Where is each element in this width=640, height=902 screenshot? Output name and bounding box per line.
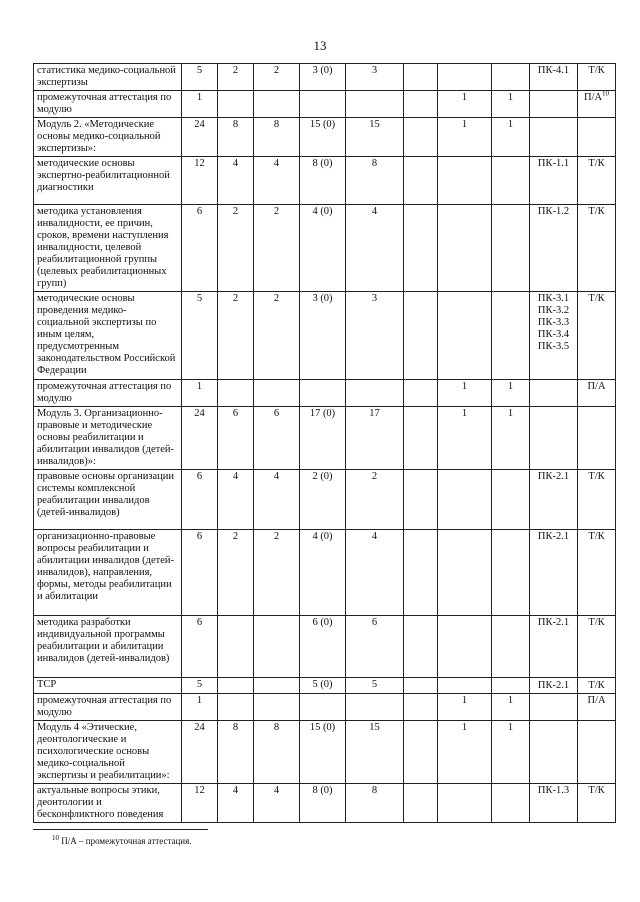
- hours-cell-1: 1: [182, 91, 218, 118]
- hours-cell-1: 6: [182, 205, 218, 292]
- control-form-label: Т/К: [588, 65, 605, 76]
- hours-cell-4: 5 (0): [300, 678, 346, 694]
- hours-cell-6: [404, 694, 438, 721]
- hours-cell-8: [492, 205, 530, 292]
- hours-cell-7: [438, 784, 492, 823]
- hours-cell-8: [492, 64, 530, 91]
- hours-cell-5: [346, 91, 404, 118]
- control-form-cell: [578, 292, 616, 380]
- hours-cell-5: 3: [346, 292, 404, 380]
- control-form-cell: [578, 784, 616, 823]
- hours-cell-8: 1: [492, 407, 530, 470]
- control-form-label: П/А: [587, 381, 606, 392]
- hours-cell-7: [438, 470, 492, 530]
- hours-cell-8: [492, 292, 530, 380]
- control-form-label: Т/К: [588, 785, 605, 796]
- footnote-ref: 10: [602, 90, 610, 98]
- hours-cell-8: [492, 470, 530, 530]
- table-row: [34, 678, 616, 694]
- hours-cell-4: 6 (0): [300, 616, 346, 678]
- control-form-cell: [578, 64, 616, 91]
- hours-cell-7: [438, 616, 492, 678]
- hours-cell-2: [218, 91, 254, 118]
- footnote-divider: [33, 829, 208, 830]
- hours-cell-1: 24: [182, 118, 218, 157]
- hours-cell-3: [254, 91, 300, 118]
- control-form-cell: [578, 616, 616, 678]
- competence-cell: [530, 118, 578, 157]
- hours-cell-1: 5: [182, 64, 218, 91]
- hours-cell-1: 24: [182, 407, 218, 470]
- hours-cell-3: 4: [254, 157, 300, 205]
- control-form-label: Т/К: [588, 531, 605, 542]
- competence-cell: [530, 380, 578, 407]
- control-form-cell: [578, 530, 616, 616]
- hours-cell-8: 1: [492, 91, 530, 118]
- hours-cell-4: 4 (0): [300, 530, 346, 616]
- hours-cell-1: 24: [182, 721, 218, 784]
- hours-cell-6: [404, 470, 438, 530]
- hours-cell-2: [218, 616, 254, 678]
- hours-cell-6: [404, 380, 438, 407]
- hours-cell-2: 8: [218, 721, 254, 784]
- hours-cell-5: 2: [346, 470, 404, 530]
- control-form-label: Т/К: [588, 206, 605, 217]
- module-row: [34, 118, 616, 157]
- table-row: [34, 292, 616, 380]
- hours-cell-4: 17 (0): [300, 407, 346, 470]
- competence-cell: ПК-3.1 ПК-3.2 ПК-3.3 ПК-3.4 ПК-3.5: [530, 292, 578, 380]
- hours-cell-6: [404, 784, 438, 823]
- row-name: Модуль 4 «Этические, деонтологические и психологические основы медико-социальной экспертизы и реабилитации»:: [34, 721, 182, 784]
- control-form-cell: [578, 694, 616, 721]
- hours-cell-8: [492, 784, 530, 823]
- hours-cell-2: 4: [218, 470, 254, 530]
- hours-cell-5: 5: [346, 678, 404, 694]
- hours-cell-8: 1: [492, 380, 530, 407]
- hours-cell-5: [346, 694, 404, 721]
- control-form-label: Т/К: [588, 680, 605, 691]
- hours-cell-6: [404, 616, 438, 678]
- hours-cell-1: 1: [182, 694, 218, 721]
- row-name: правовые основы организации системы комплексной реабилитации инвалидов (детей-инвалидов): [34, 470, 182, 530]
- hours-cell-1: 5: [182, 678, 218, 694]
- hours-cell-5: 3: [346, 64, 404, 91]
- hours-cell-8: [492, 530, 530, 616]
- competence-cell: [530, 91, 578, 118]
- hours-cell-1: 6: [182, 616, 218, 678]
- competence-cell: [530, 694, 578, 721]
- row-name: ТСР: [34, 678, 182, 694]
- hours-cell-7: [438, 678, 492, 694]
- row-name: промежуточная аттестация по модулю: [34, 91, 182, 118]
- hours-cell-6: [404, 407, 438, 470]
- hours-cell-2: [218, 678, 254, 694]
- hours-cell-7: [438, 292, 492, 380]
- hours-cell-4: 15 (0): [300, 721, 346, 784]
- hours-cell-7: 1: [438, 380, 492, 407]
- hours-cell-4: 8 (0): [300, 157, 346, 205]
- hours-cell-3: 4: [254, 784, 300, 823]
- competence-cell: [530, 407, 578, 470]
- hours-cell-4: 2 (0): [300, 470, 346, 530]
- control-form-cell: [578, 721, 616, 784]
- control-form-cell: [578, 407, 616, 470]
- control-form-cell: [578, 470, 616, 530]
- hours-cell-1: 1: [182, 380, 218, 407]
- hours-cell-7: 1: [438, 694, 492, 721]
- hours-cell-1: 6: [182, 530, 218, 616]
- hours-cell-1: 12: [182, 784, 218, 823]
- hours-cell-7: [438, 205, 492, 292]
- hours-cell-5: 4: [346, 530, 404, 616]
- control-form-label: Т/К: [588, 617, 605, 628]
- control-form-cell: [578, 91, 616, 118]
- competence-cell: ПК-1.3: [530, 784, 578, 823]
- hours-cell-1: 5: [182, 292, 218, 380]
- competence-cell: ПК-2.1: [530, 678, 578, 694]
- competence-cell: ПК-2.1: [530, 530, 578, 616]
- module-row: [34, 407, 616, 470]
- hours-cell-5: 15: [346, 721, 404, 784]
- hours-cell-6: [404, 64, 438, 91]
- hours-cell-8: [492, 616, 530, 678]
- row-name: промежуточная аттестация по модулю: [34, 380, 182, 407]
- attestation-row: [34, 694, 616, 721]
- hours-cell-3: 2: [254, 530, 300, 616]
- hours-cell-7: [438, 157, 492, 205]
- hours-cell-1: 6: [182, 470, 218, 530]
- table-row: [34, 64, 616, 91]
- table-body: [34, 64, 616, 823]
- table-row: [34, 470, 616, 530]
- control-form-label: Т/К: [588, 471, 605, 482]
- hours-cell-4: [300, 694, 346, 721]
- hours-cell-6: [404, 118, 438, 157]
- table-row: [34, 784, 616, 823]
- row-name: актуальные вопросы этики, деонтологии и бесконфликтного поведения: [34, 784, 182, 823]
- hours-cell-3: [254, 616, 300, 678]
- hours-cell-5: 17: [346, 407, 404, 470]
- hours-cell-7: 1: [438, 91, 492, 118]
- hours-cell-3: 8: [254, 118, 300, 157]
- control-form-cell: [578, 205, 616, 292]
- hours-cell-6: [404, 157, 438, 205]
- hours-cell-7: 1: [438, 118, 492, 157]
- hours-cell-2: 2: [218, 292, 254, 380]
- competence-cell: ПК-2.1: [530, 470, 578, 530]
- hours-cell-2: 4: [218, 157, 254, 205]
- hours-cell-7: [438, 530, 492, 616]
- row-name: организационно-правовые вопросы реабилитации и абилитации инвалидов (детей-инвалидов), направления, формы, методы реабилитации и абилитации: [34, 530, 182, 616]
- hours-cell-8: 1: [492, 118, 530, 157]
- hours-cell-7: [438, 64, 492, 91]
- hours-cell-8: [492, 157, 530, 205]
- row-name: Модуль 2. «Методические основы медико-социальной экспертизы»:: [34, 118, 182, 157]
- hours-cell-5: 8: [346, 784, 404, 823]
- hours-cell-2: 4: [218, 784, 254, 823]
- competence-cell: [530, 721, 578, 784]
- page-number: 13: [313, 38, 327, 53]
- competence-cell: ПК-1.2: [530, 205, 578, 292]
- hours-cell-3: 8: [254, 721, 300, 784]
- hours-cell-5: 8: [346, 157, 404, 205]
- hours-cell-8: [492, 678, 530, 694]
- hours-cell-5: 4: [346, 205, 404, 292]
- row-name: методические основы проведения медико-социальной экспертизы по иным целям, предусмотренным законодательством Российской Федерации: [34, 292, 182, 380]
- hours-cell-4: 3 (0): [300, 64, 346, 91]
- control-form-cell: [578, 380, 616, 407]
- hours-cell-4: 3 (0): [300, 292, 346, 380]
- hours-cell-2: 6: [218, 407, 254, 470]
- hours-cell-2: 2: [218, 530, 254, 616]
- hours-cell-6: [404, 205, 438, 292]
- hours-cell-7: 1: [438, 407, 492, 470]
- attestation-row: [34, 380, 616, 407]
- row-name: методика установления инвалидности, ее причин, сроков, времени наступления инвалидности, целевой реабилитационной группы (целевых реабилитационных групп): [34, 205, 182, 292]
- control-form-label: Т/К: [588, 158, 605, 169]
- table-row: [34, 157, 616, 205]
- competence-cell: ПК-4.1: [530, 64, 578, 91]
- hours-cell-5: 15: [346, 118, 404, 157]
- row-name: Модуль 3. Организационно-правовые и методические основы реабилитации и абилитации инвалидов (детей-инвалидов)»:: [34, 407, 182, 470]
- module-row: [34, 721, 616, 784]
- hours-cell-3: 6: [254, 407, 300, 470]
- hours-cell-4: 4 (0): [300, 205, 346, 292]
- competence-cell: ПК-2.1: [530, 616, 578, 678]
- control-form-label: Т/К: [588, 293, 605, 304]
- control-form-cell: [578, 157, 616, 205]
- hours-cell-6: [404, 530, 438, 616]
- hours-cell-6: [404, 721, 438, 784]
- hours-cell-3: [254, 678, 300, 694]
- row-name: статистика медико-социальной экспертизы: [34, 64, 182, 91]
- control-form-cell: [578, 118, 616, 157]
- table-row: [34, 205, 616, 292]
- hours-cell-8: 1: [492, 721, 530, 784]
- hours-cell-5: 6: [346, 616, 404, 678]
- hours-cell-8: 1: [492, 694, 530, 721]
- curriculum-table: [33, 63, 616, 823]
- row-name: методика разработки индивидуальной программы реабилитации и абилитации инвалидов (детей-инвалидов): [34, 616, 182, 678]
- hours-cell-6: [404, 91, 438, 118]
- hours-cell-2: [218, 694, 254, 721]
- hours-cell-2: 8: [218, 118, 254, 157]
- hours-cell-2: 2: [218, 205, 254, 292]
- hours-cell-3: 2: [254, 292, 300, 380]
- hours-cell-3: 2: [254, 205, 300, 292]
- hours-cell-3: 2: [254, 64, 300, 91]
- hours-cell-1: 12: [182, 157, 218, 205]
- footnote-marker: 10: [52, 834, 59, 842]
- control-form-label: П/А: [583, 92, 603, 103]
- footnote: [52, 836, 192, 846]
- table-row: [34, 616, 616, 678]
- hours-cell-5: [346, 380, 404, 407]
- control-form-label: П/А: [587, 695, 606, 706]
- hours-cell-6: [404, 292, 438, 380]
- competence-cell: ПК-1.1: [530, 157, 578, 205]
- hours-cell-4: [300, 380, 346, 407]
- attestation-row: [34, 91, 616, 118]
- hours-cell-3: [254, 694, 300, 721]
- table-row: [34, 530, 616, 616]
- row-name: методические основы экспертно-реабилитационной диагностики: [34, 157, 182, 205]
- hours-cell-4: 15 (0): [300, 118, 346, 157]
- control-form-cell: [578, 678, 616, 694]
- row-name: промежуточная аттестация по модулю: [34, 694, 182, 721]
- hours-cell-3: 4: [254, 470, 300, 530]
- footnote-text: П/А – промежуточная аттестация.: [61, 836, 192, 846]
- hours-cell-4: [300, 91, 346, 118]
- hours-cell-2: [218, 380, 254, 407]
- hours-cell-2: 2: [218, 64, 254, 91]
- hours-cell-6: [404, 678, 438, 694]
- hours-cell-3: [254, 380, 300, 407]
- hours-cell-4: 8 (0): [300, 784, 346, 823]
- hours-cell-7: 1: [438, 721, 492, 784]
